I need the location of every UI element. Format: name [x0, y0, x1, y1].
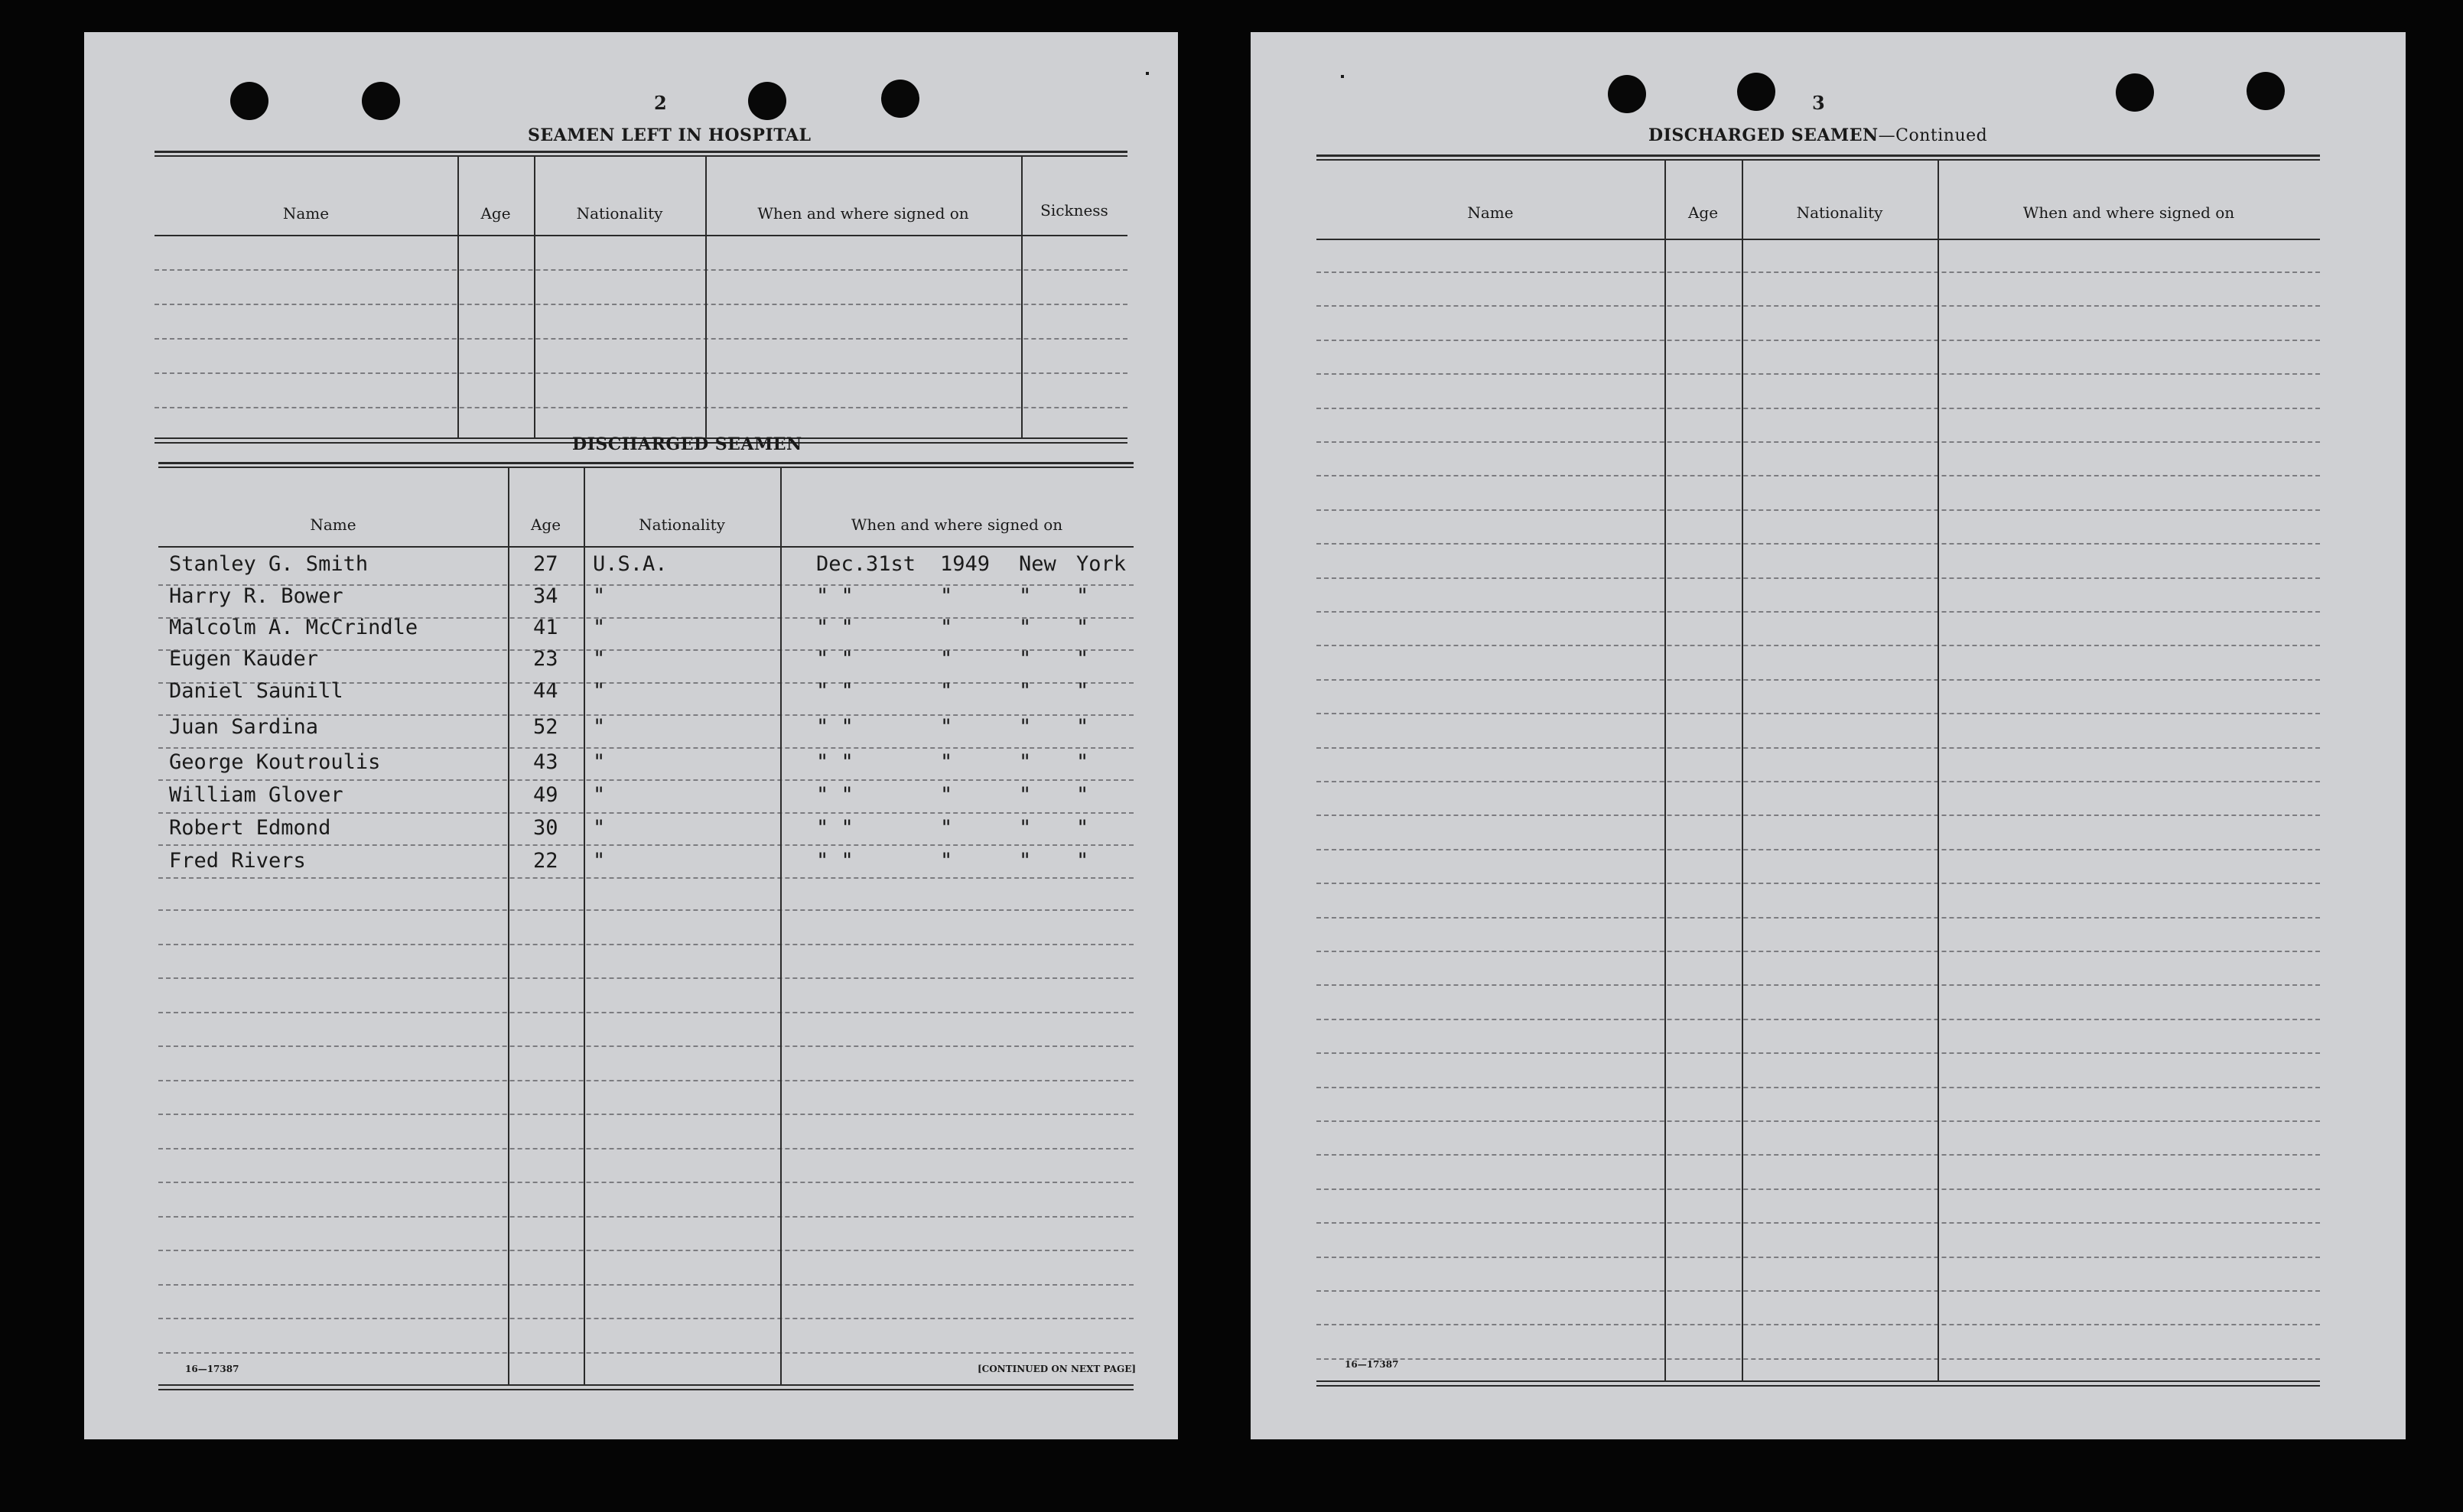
row-cell-nationality: ": [593, 783, 606, 807]
row-divider: [158, 1080, 1134, 1081]
column-header-age: Age: [480, 204, 511, 223]
row-divider: [1316, 984, 2320, 986]
row-cell-date: " ": [816, 849, 854, 873]
row-cell-name: William Glover: [169, 783, 343, 807]
row-divider: [1316, 883, 2320, 884]
row-cell-place2: ": [1076, 647, 1089, 671]
row-cell-age: 52: [533, 715, 558, 739]
column-header-nationality: Nationality: [639, 515, 725, 534]
punch-hole: [1608, 75, 1646, 113]
row-cell-age: 49: [533, 783, 558, 807]
row-cell-date: " ": [816, 616, 854, 639]
row-cell-place2: York: [1076, 552, 1127, 576]
row-divider: [1316, 1358, 2320, 1360]
row-cell-nationality: ": [593, 616, 606, 639]
row-cell-nationality: ": [593, 679, 606, 703]
row-divider: [158, 977, 1134, 979]
row-divider: [1316, 577, 2320, 579]
row-divider: [1316, 1019, 2320, 1020]
punch-hole: [2116, 73, 2154, 112]
punch-hole: [230, 82, 268, 120]
row-divider: [1316, 679, 2320, 681]
row-cell-year: ": [940, 783, 953, 807]
column-header-nationality: Nationality: [1796, 203, 1883, 222]
row-divider: [158, 1114, 1134, 1115]
row-cell-place2: ": [1076, 616, 1089, 639]
row-divider: [1316, 543, 2320, 545]
row-divider: [158, 1352, 1134, 1354]
row-divider: [1316, 951, 2320, 952]
row-cell-nationality: ": [593, 849, 606, 873]
row-cell-date: " ": [816, 783, 854, 807]
row-cell-nationality: U.S.A.: [593, 552, 668, 576]
row-cell-age: 44: [533, 679, 558, 703]
row-divider: [158, 1284, 1134, 1286]
row-cell-nationality: ": [593, 816, 606, 840]
row-cell-year: ": [940, 750, 953, 774]
row-cell-age: 41: [533, 616, 558, 639]
row-cell-date: " ": [816, 584, 854, 608]
row-cell-age: 23: [533, 647, 558, 671]
row-divider: [1316, 1188, 2320, 1190]
row-cell-year: ": [940, 584, 953, 608]
row-cell-place2: ": [1076, 849, 1089, 873]
row-cell-name: Harry R. Bower: [169, 584, 343, 608]
discharged-section-title: DISCHARGED SEAMEN: [572, 434, 802, 454]
row-divider: [158, 1012, 1134, 1013]
row-cell-place2: ": [1076, 679, 1089, 703]
row-cell-name: Fred Rivers: [169, 849, 306, 873]
row-cell-nationality: ": [593, 584, 606, 608]
hospital-table: [155, 151, 1127, 445]
hospital-section-title: SEAMEN LEFT IN HOSPITAL: [528, 125, 812, 145]
column-header-name: Name: [310, 515, 356, 534]
row-divider: [158, 1182, 1134, 1183]
row-cell-place1: ": [1019, 750, 1032, 774]
row-divider: [158, 779, 1134, 781]
row-cell-place1: ": [1019, 647, 1032, 671]
row-divider: [158, 1148, 1134, 1149]
row-divider: [1316, 1257, 2320, 1258]
left-page: [84, 32, 1178, 1439]
continued-note: [CONTINUED ON NEXT PAGE]: [978, 1364, 1137, 1374]
row-cell-date: " ": [816, 679, 854, 703]
row-cell-year: ": [940, 715, 953, 739]
page-number: 2: [654, 92, 667, 114]
row-cell-name: Robert Edmond: [169, 816, 331, 840]
column-header-signed-on: When and where signed on: [851, 515, 1063, 534]
row-divider: [1316, 1290, 2320, 1292]
punch-hole: [881, 80, 919, 118]
row-cell-date: " ": [816, 715, 854, 739]
row-divider: [158, 909, 1134, 911]
row-divider: [1316, 1087, 2320, 1088]
column-header-age: Age: [530, 515, 561, 534]
row-cell-year: ": [940, 616, 953, 639]
row-cell-age: 43: [533, 750, 558, 774]
column-header-nationality: Nationality: [576, 204, 663, 223]
row-cell-place2: ": [1076, 750, 1089, 774]
row-divider: [1316, 1052, 2320, 1054]
row-cell-place1: ": [1019, 616, 1032, 639]
row-divider: [1316, 373, 2320, 375]
row-cell-name: Eugen Kauder: [169, 647, 319, 671]
row-divider: [1316, 645, 2320, 646]
row-cell-place1: ": [1019, 783, 1032, 807]
row-divider: [1316, 611, 2320, 613]
column-header-age: Age: [1687, 203, 1719, 222]
row-cell-year: ": [940, 679, 953, 703]
row-divider: [1316, 408, 2320, 409]
row-cell-nationality: ": [593, 750, 606, 774]
page-number: 3: [1812, 92, 1825, 114]
row-cell-place1: ": [1019, 679, 1032, 703]
row-cell-name: George Koutroulis: [169, 750, 381, 774]
row-cell-name: Daniel Saunill: [169, 679, 343, 703]
form-number: 16—17387: [185, 1364, 239, 1374]
column-header-name: Name: [282, 204, 330, 223]
row-divider: [158, 1216, 1134, 1218]
row-divider: [1316, 1154, 2320, 1156]
row-divider: [1316, 747, 2320, 749]
row-divider: [158, 747, 1134, 749]
row-divider: [1316, 305, 2320, 307]
row-cell-name: Juan Sardina: [169, 715, 319, 739]
row-cell-place2: ": [1076, 584, 1089, 608]
section-title-main: DISCHARGED SEAMEN: [1648, 125, 1879, 145]
row-cell-place2: ": [1076, 715, 1089, 739]
section-title-suffix: —Continued: [1878, 126, 1988, 145]
row-divider: [158, 844, 1134, 846]
right-page: [1251, 32, 2406, 1439]
row-divider: [1316, 849, 2320, 850]
row-divider: [158, 1045, 1134, 1047]
row-cell-date: " ": [816, 816, 854, 840]
row-divider: [1316, 713, 2320, 714]
discharged-continued-table: [1316, 154, 2320, 1393]
row-cell-place1: New: [1019, 552, 1056, 576]
row-cell-place2: ": [1076, 783, 1089, 807]
row-cell-date: " ": [816, 750, 854, 774]
row-cell-nationality: ": [593, 715, 606, 739]
row-cell-year: 1949: [940, 552, 991, 576]
row-cell-place2: ": [1076, 816, 1089, 840]
row-divider: [158, 1250, 1134, 1251]
discharged-continued-title: [1648, 125, 1987, 145]
row-divider: [1316, 509, 2320, 511]
form-number: 16—17387: [1345, 1359, 1399, 1370]
row-cell-place1: ": [1019, 584, 1032, 608]
row-cell-place1: ": [1019, 816, 1032, 840]
row-divider: [158, 1318, 1134, 1319]
column-header-signed-on: When and where signed on: [757, 204, 969, 223]
row-cell-year: ": [940, 816, 953, 840]
row-cell-date: Dec.31st: [816, 552, 916, 576]
row-divider: [158, 944, 1134, 945]
row-divider: [1316, 917, 2320, 919]
row-cell-age: 30: [533, 816, 558, 840]
row-cell-age: 22: [533, 849, 558, 873]
row-divider: [1316, 815, 2320, 816]
row-divider: [158, 877, 1134, 879]
discharged-table: [158, 462, 1137, 1395]
row-cell-place1: ": [1019, 849, 1032, 873]
row-divider: [1316, 1120, 2320, 1122]
column-header-signed-on: When and where signed on: [2022, 203, 2235, 222]
row-cell-name: Stanley G. Smith: [169, 552, 369, 576]
punch-hole: [748, 82, 786, 120]
row-divider: [1316, 441, 2320, 443]
row-cell-age: 34: [533, 584, 558, 608]
row-divider: [1316, 781, 2320, 782]
column-header-name: Name: [1467, 203, 1514, 222]
row-cell-age: 27: [533, 552, 558, 576]
punch-hole: [1737, 73, 1775, 111]
punch-hole: [362, 82, 400, 120]
row-divider: [1316, 340, 2320, 341]
row-cell-name: Malcolm A. McCrindle: [169, 616, 418, 639]
row-cell-date: " ": [816, 647, 854, 671]
row-cell-year: ": [940, 647, 953, 671]
row-divider: [1316, 272, 2320, 273]
row-divider: [158, 812, 1134, 814]
row-cell-nationality: ": [593, 647, 606, 671]
row-cell-year: ": [940, 849, 953, 873]
row-divider: [1316, 1222, 2320, 1224]
punch-hole: [2247, 72, 2285, 110]
row-cell-place1: ": [1019, 715, 1032, 739]
column-header-sickness: Sickness: [1040, 201, 1108, 219]
row-divider: [1316, 475, 2320, 476]
row-divider: [1316, 1324, 2320, 1325]
